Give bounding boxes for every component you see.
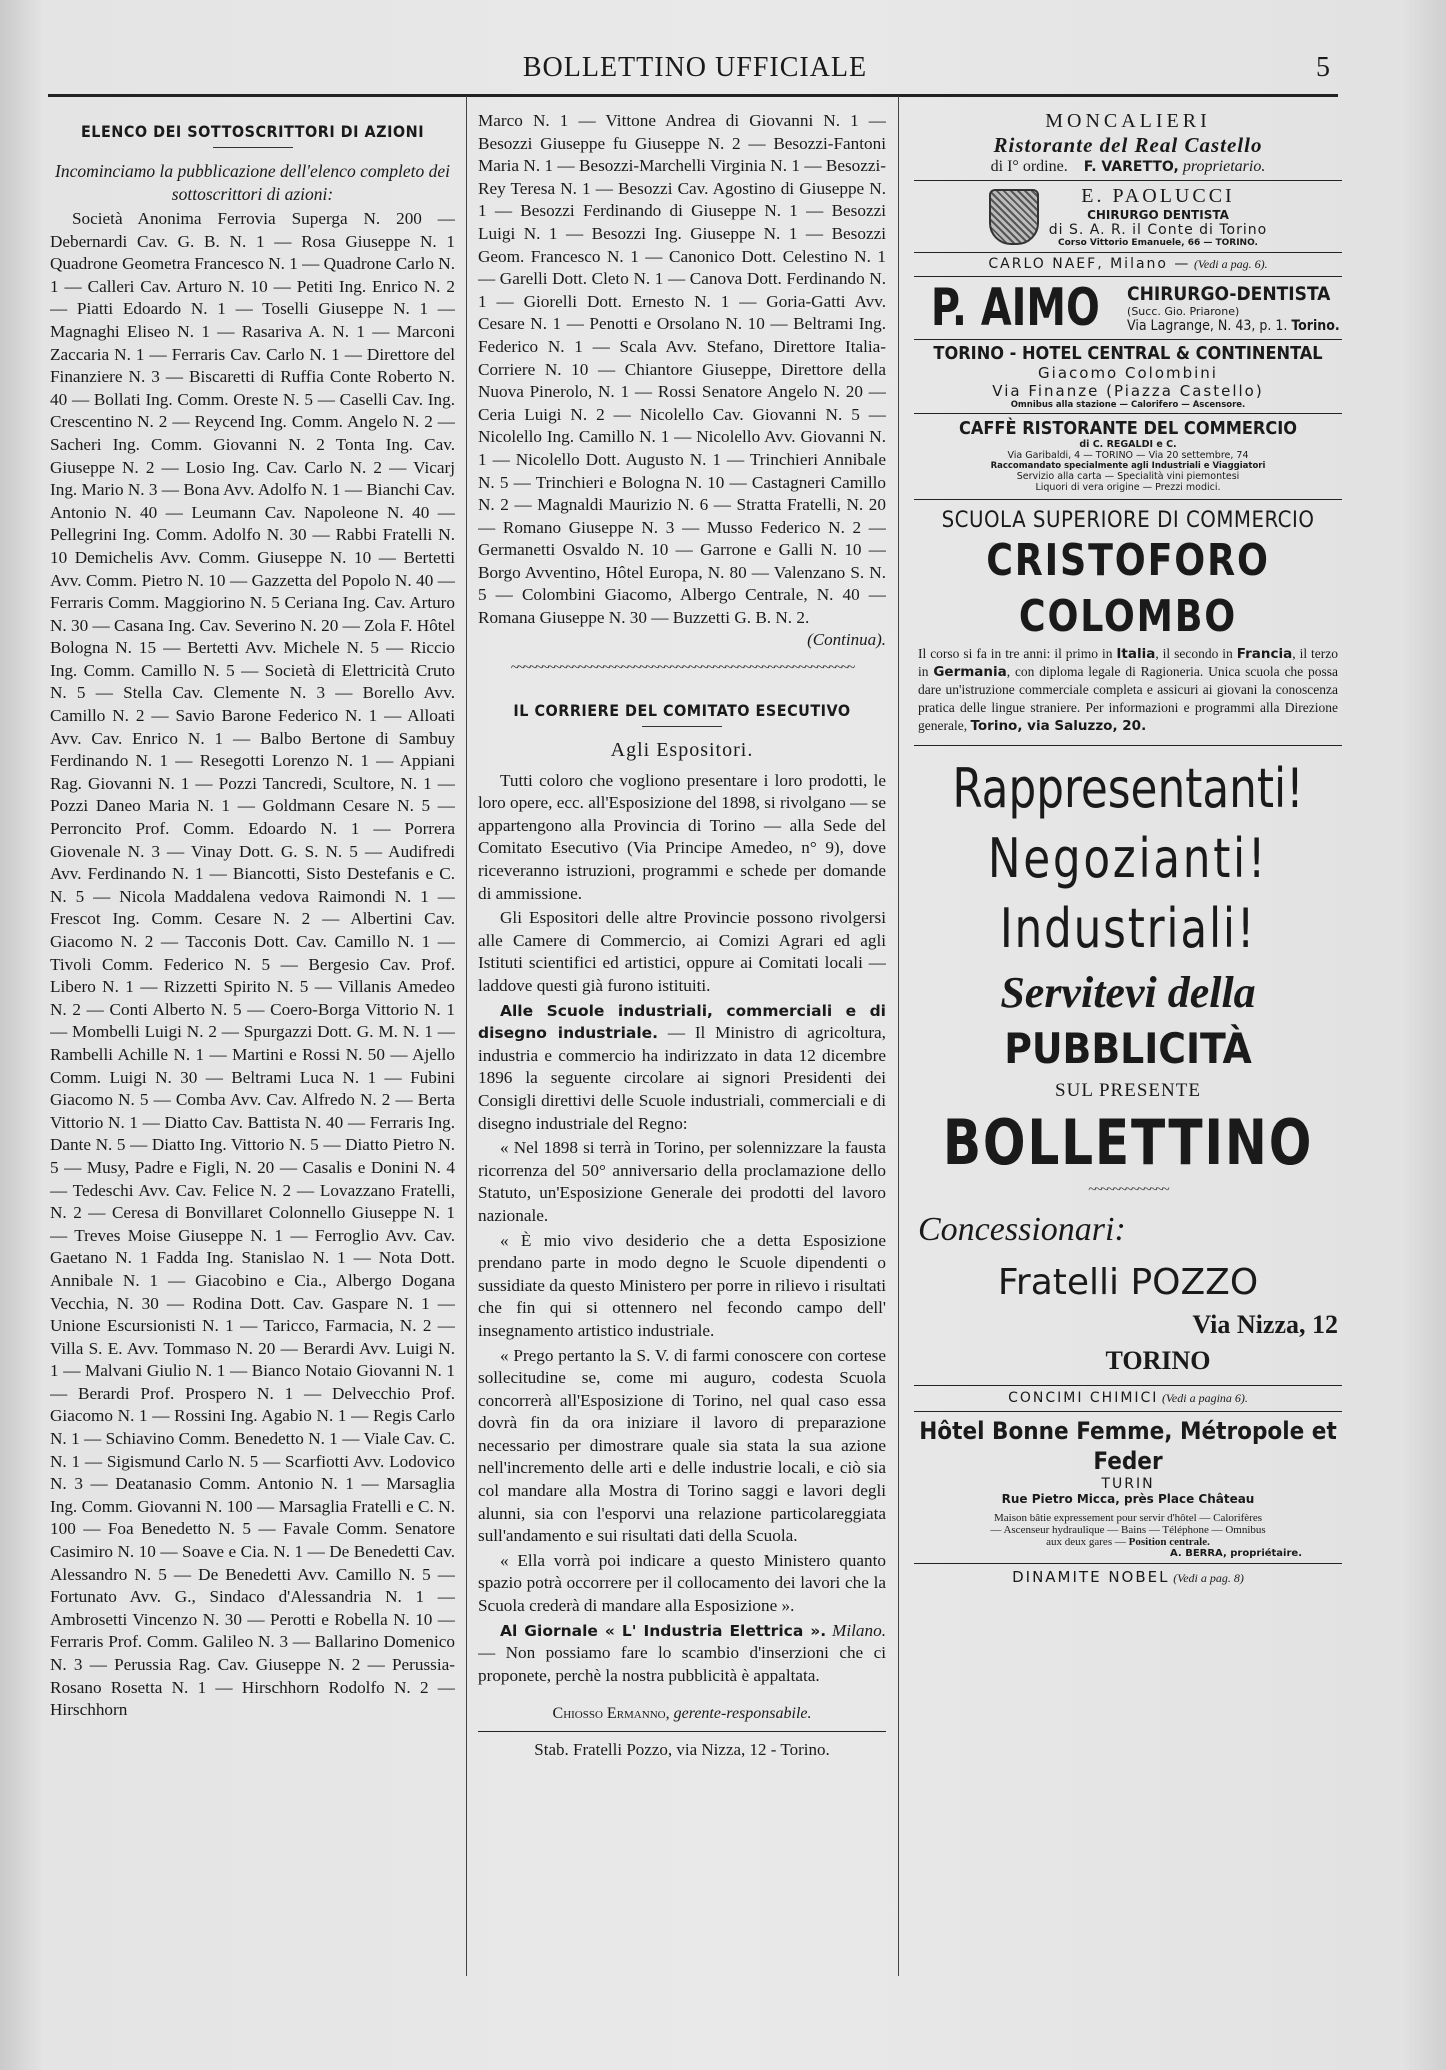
paragraph-8-city: Milano. [826,1620,886,1640]
ad-aimo: P. AIMO CHIRURGO-DENTISTA (Succ. Gio. Priarone) Via Lagrange, N. 43, p. 1. Torino. [914,277,1342,340]
ad-caffe-commercio: CAFFÈ RISTORANTE DEL COMMERCIO di C. REGALDI e C. Via Garibaldi, 4 — TORINO — Via 20 settembre, 74 Raccomandato specialmente agli Industriali e Viaggiatori Servizio alla carta — Specialità vini piemontesi Liquori di vera origine — Prezzi modici. [914,414,1342,500]
ad-hotel-central: TORINO - HOTEL CENTRAL & CONTINENTAL Giacomo Colombini Via Finanze (Piazza Castello) Omnibus alla stazione — Calorifero — Ascensore. [914,340,1342,414]
page-header [60,52,1330,92]
paragraph-4: « Nel 1898 si terrà in Torino, per solennizzare la fausta ricorrenza del 50° anniversario della proclamazione dello Statuto, un'Esposizione Generale dei prodotti del lavoro nazionale. [478,1138,886,1225]
ad-scuola-colombo: SCUOLA SUPERIORE DI COMMERCIO CRISTOFORO COLOMBO Il corso si fa in tre anni: il primo in Italia, il secondo in Francia, il terzo in Germania, con diploma legale di Ragioneria. Unica scuola che possa dare un'istruzione commerciale completa e assicuri ai giovani la conoscenza pratica delle lingue straniere. Per informazioni e programmi alla Direzione generale, Torino, via Saluzzo, 20. [914,500,1342,746]
paragraph-8-text: — Non possiamo fare lo scambio d'inserzioni che ci proponete, perchè la nostra pubblicità è appaltata. [478,1643,886,1685]
royal-crest-icon [989,189,1039,245]
wave-divider: ~~~~~~~~~~~~~~~~~~~~~~~~~~~~~~~~~~~~~~~~~~~~~~~~~~~~~~~~ [510,659,854,676]
ad-hotel-bonne-femme: Hôtel Bonne Femme, Métropole et Feder TURIN Rue Pietro Micca, près Place Château Maison bâtie expressement pour servir d'hôtel — Calorifères — Ascenseur hydraulique — Bains — Téléphone — Omnibus aux deux gares — Position centrale. A. BERRA, propriétaire. [914,1412,1342,1564]
paragraph-2: Gli Espositori delle altre Provincie possono rivolgersi alle Camere di Commercio, ai Comizi Agrari ed agli Istituti scientifici ed artistici, oppure ai Comitati locali — laddove questi già furono istituiti. [478,908,886,995]
ad-concimi: CONCIMI CHIMICI (Vedi a pagina 6). [914,1386,1342,1412]
column-ads [914,110,1342,1990]
committee-title: IL CORRIERE DEL COMITATO ESECUTIVO [513,700,851,720]
header-rule [48,94,1338,97]
subscribers-intro: Incominciamo la pubblicazione dell'elenco completo dei sottoscrittori di azioni: [55,161,450,204]
paragraph-7: « Ella vorrà poi indicare a questo Ministero quanto spazio potrà occorrere per il collocamento dei lavori che la Scuola crederà di mandare alla Esposizione ». [478,1550,886,1616]
ad-dinamite: DINAMITE NOBEL (Vedi a pag. 8) [1012,1568,1244,1586]
paragraph-3-text: — Il Ministro di agricoltura, industria e commercio ha indirizzato in data 12 dicembre 1896 la seguente circolare ai signori Presidenti dei Consigli direttivi delle Scuole industriali, commerciali e di disegno industriale del Regno: [478,1023,886,1133]
subscribers-continuation: Marco N. 1 — Vittone Andrea di Giovanni N. 1 — Besozzi Giuseppe fu Giuseppe N. 2 — Besozzi-Fantoni Maria N. 1 — Besozzi-Marchelli Virginia N. 1 — Besozzi-Rey Teresa N. 1 — Besozzi Cav. Agostino di Giuseppe N. 1 — Besozzi Ferdinando di Giuseppe N. 1 — Besozzi Luigi N. 1 — Besozzi Ing. Giuseppe N. 1 — Besozzi Geom. Francesco N. 1 — Canonico Dott. Celestino N. 1 — Garelli Dott. Cleto N. 1 — Canova Dott. Ferdinando N. 1 — Giorelli Dott. Ernesto N. 1 — Goria-Gatti Avv. Cesare N. 1 — Penotti e Orsolano N. 10 — Beltrami Ing. Federico N. 1 — Scala Avv. Stefano, Direttore Italia-Corriere N. 10 — Chiantore Giuseppe, Direttore della Nuova Pinerolo, N. 1 — Rossi Senatore Angelo N. 20 — Ceria Luigi N. 2 — Nicolello Cav. Giovanni N. 5 — Nicolello Ing. Camillo N. 1 — Nicolello Avv. Giovanni N. 1 — Nicolello Dott. Augusto N. 1 — Trinchieri Annibale N. 5 — Trinchieri e Bologna N. 10 — Castagneri Camillo N. 2 — Magnaldi Maurizio N. 6 — Stratta Fratelli, N. 20 — Romano Giuseppe N. 3 — Musso Federico N. 2 — Germanetti Osvaldo N. 10 — Garrone e Galli N. 10 — Borgo Avventino, Hôtel Europa, N. 80 — Valenzano S. N. 5 — Colombini Giacomo, Albergo Centrale, N. 40 — Romana Giuseppe N. 30 — Buzzetti G. B. N. 2. [478,111,886,628]
ad-paolucci: E. PAOLUCCI CHIRURGO DENTISTA di S. A. R. il Conte di Torino Corso Vittorio Emanuele, 66 — TORINO. [914,181,1342,253]
column-subscribers [50,110,455,1970]
paragraph-8 [478,1620,886,1688]
header-title: BOLLETTINO UFFICIALE [522,52,868,83]
title-rule [213,147,293,148]
ad-pubblicita: Rappresentanti! Negozianti! Industriali! Servitevi della PUBBLICITÀ SUL PRESENTE BOLLETTINO ~~~~~~~~~~~~~ Concessionari: Fratelli POZZO Via Nizza, 12 TORINO [914,746,1342,1386]
paragraph-5: « È mio vivo desiderio che a detta Esposizione prendano parte in modo degno le Scuole dipendenti o sussidiate da questo Ministero per porre in rilievo i risultati che fin qui si ottennero nel fecondo campo dell' insegnamento artistico industriale. [478,1230,886,1340]
column-rule-2 [898,96,899,1976]
ad-naef: CARLO NAEF, Milano — (Vedi a pag. 6). [914,253,1342,277]
printer-line: Stab. Fratelli Pozzo, via Nizza, 12 - Torino. [478,1731,886,1760]
ad-moncalieri: MONCALIERI Ristorante del Real Castello di I° ordine. F. VARETTO, proprietario. [914,110,1342,181]
committee-rule [642,726,722,727]
column-committee [478,110,886,2020]
gerente-line: Chiosso Ermanno, gerente-responsabile. [552,1705,812,1723]
paragraph-6: « Prego pertanto la S. V. di farmi conoscere con cortese sollecitudine se, come mi auguro, codesta Scuola concorrerà all'Esposizione di Torino, nel qual caso essa dovrà fin da ora iniziare il lavoro di preparazione necessario per dimostrare quale sia stata la sua azione nell'incremento delle arti e delle industrie locali, e ciò sia col mandare alla Mostra di Torino saggi e lavori degli alunni, sia con l'esporvi una relazione particolareggiata sull'andamento e sui risultati dati della Scuola. [478,1345,886,1546]
subscribers-list: Società Anonima Ferrovia Superga N. 200 — Debernardi Cav. G. B. N. 1 — Rosa Giuseppe N. 1 Quadrone Geometra Francesco N. 1 — Quadrone Carlo N. 1 — Calleri Cav. Arturo N. 10 — Petiti Ing. Enrico N. 2 — Piatti Edoardo N. 1 — Toselli Giuseppe N. 1 — Magnaghi Eliseo N. 1 — Rasariva A. N. 1 — Marconi Zaccaria N. 1 — Ferraris Cav. Carlo N. 1 — Direttore del Finanziere N. 3 — Biscaretti di Ruffia Conte Roberto N. 40 — Bollati Ing. Comm. Oreste N. 5 — Caselli Cav. Ing. Crescentino N. 2 — Reycend Ing. Comm. Angelo N. 2 — Sacheri Ing. Comm. Giovanni N. 2 Tonta Ing. Cav. Giuseppe N. 2 — Losio Ing. Cav. Carlo N. 2 — Vicarj Ing. Mario N. 3 — Bona Avv. Adolfo N. 1 — Bianchi Cav. Antonio N. 40 — Leumann Cav. Napoleone N. 40 — Pellegrini Ing. Comm. Adolfo N. 30 — Rabbi Fratelli N. 10 Demichelis Avv. Comm. Giuseppe N. 10 — Bertetti Avv. Comm. Pietro N. 10 — Gazzetta del Popolo N. 40 — Ferraris Comm. Maggiorino N. 5 Ceriana Ing. Cav. Arturo N. 30 — Casana Ing. Cav. Severino N. 20 — Zola F. Hôtel Bologna N. 15 — Bertetti Avv. Michele N. 5 — Riccio Ing. Comm. Camillo N. 5 — Società di Elettricità Cruto N. 5 — Stella Cav. Clemente N. 3 — Borello Avv. Camillo N. 2 — Savio Barone Federico N. 1 — Alloati Avv. Cav. Enrico N. 1 — Balbo Bertone di Sambuy Ferdinando N. 1 — Resegotti Lorenzo N. 1 — Appiani Rag. Giovanni N. 1 — Pozzi Tancredi, Scultore, N. 1 — Pozzi Daneo Maria N. 1 — Goldmann Cesare N. 5 — Perroncito Prof. Comm. Edoardo N. 1 — Porrera Giovenale N. 3 — Vinay Dott. G. S. N. 5 — Audifredi Avv. Ferdinando N. 1 — Biancotti, Sisto Destefanis e C. N. 5 — Nicola Maddalena vedova Raimondi N. 1 — Frescot Ing. Comm. Cesare N. 2 — Albertini Cav. Giacomo N. 2 — Tacconis Dott. Cav. Camillo N. 1 — Tivoli Comm. Federico N. 5 — Bergesio Cav. Prof. Libero N. 1 — Rizzetti Spirito N. 5 — Villanis Amedeo N. 2 — Conti Alberto N. 5 — Coero-Borga Vittorio N. 1 — Mombelli Luigi N. 2 — Spurgazzi Dott. G. M. N. 1 — Rambelli Achille N. 1 — Martini e Rossi N. 50 — Ajello Comm. Luigi N. 30 — Beltrami Luca N. 1 — Fubini Giacomo N. 5 — Comba Avv. Cav. Alfredo N. 2 — Berta Vittorio N. 1 — Diatto Cav. Battista N. 40 — Ferraris Ing. Dante N. 5 — Diatto Ing. Vittorio N. 5 — Diatto Pietro N. 5 — Musy, Padre e Figli, N. 20 — Casalis e Donini N. 4 — Tedeschi Avv. Cav. Felice N. 2 — Lovazzano Fratelli, N. 2 — Ceresa di Bonvillaret Colonnello Giuseppe N. 1 — Treves Moise Giuseppe N. 1 — Ferroglio Avv. Cav. Gaetano N. 1 Fadda Ing. Stanislao N. 1 — Nota Dott. Annibale N. 1 — Giacobino e Cia., Albergo Dogana Vecchia, N. 30 — Rodina Dott. Cav. Gaspare N. 1 — Unione Escursionisti N. 1 — Taricco, Farmacia, N. 2 — Villa S. E. Avv. Tommaso N. 20 — Berardi Avv. Luigi N. 1 — Malvani Giulio N. 1 — Bianco Notaio Giovanni N. 1 — Berardi Prof. Prospero N. 1 — Delvecchio Prof. Giacomo N. 1 — Rossini Ing. Agabio N. 1 — Regis Carlo N. 1 — Schiavino Comm. Benedetto N. 1 — Viale Cav. C. N. 1 — Sigismund Carlo N. 5 — Scarfiotti Avv. Lodovico N. 3 — Deatanasio Comm. Antonio N. 1 — Marsaglia Ing. Comm. Giovanni N. 100 — Marsaglia Fratelli e C. N. 100 — Foa Benedetto N. 5 — Favale Comm. Senatore Casimiro N. 10 — Soave e Cia. N. 1 — De Benedetti Cav. Alessandro N. 5 — De Benedetti Avv. Camillo N. 5 — Fortunato Avv. G., Sindaco d'Alessandria N. 1 — Ambrosetti Vincenzo N. 30 — Perotti e Robella N. 10 — Ferraris Prof. Comm. Galileo N. 3 — Ballarino Domenico N. 3 — Perussia Rag. Cav. Giuseppe N. 2 — Perussia-Rosano Rosetta N. 1 — Hirschhorn Rodolfo N. 2 — Hirschhorn [50,209,455,1720]
subscribers-title: ELENCO DEI SOTTOSCRITTORI DI AZIONI [80,122,425,141]
column-rule-1 [466,96,467,1976]
paragraph-3 [478,1000,886,1136]
paragraph-3-heading: Alle Scuole industriali, commerciali e di disegno industriale. [478,1001,886,1043]
paragraph-1: Tutti coloro che vogliono presentare i loro prodotti, le loro opere, ecc. all'Esposizione del 1898, si rivolgano — se appartengono alla Provincia di Torino — alla Sede del Comitato Esecutivo (Via Principe Amedeo, n° 9), dove riceveranno istruzioni, programmi e schede per domande di ammissione. [478,770,886,903]
paragraph-8-heading: Al Giornale « L' Industria Elettrica ». [500,1621,827,1640]
continua-label: (Continua). [807,629,886,649]
page-number: 5 [1316,52,1330,83]
committee-subtitle: Agli Espositori. [610,738,754,761]
